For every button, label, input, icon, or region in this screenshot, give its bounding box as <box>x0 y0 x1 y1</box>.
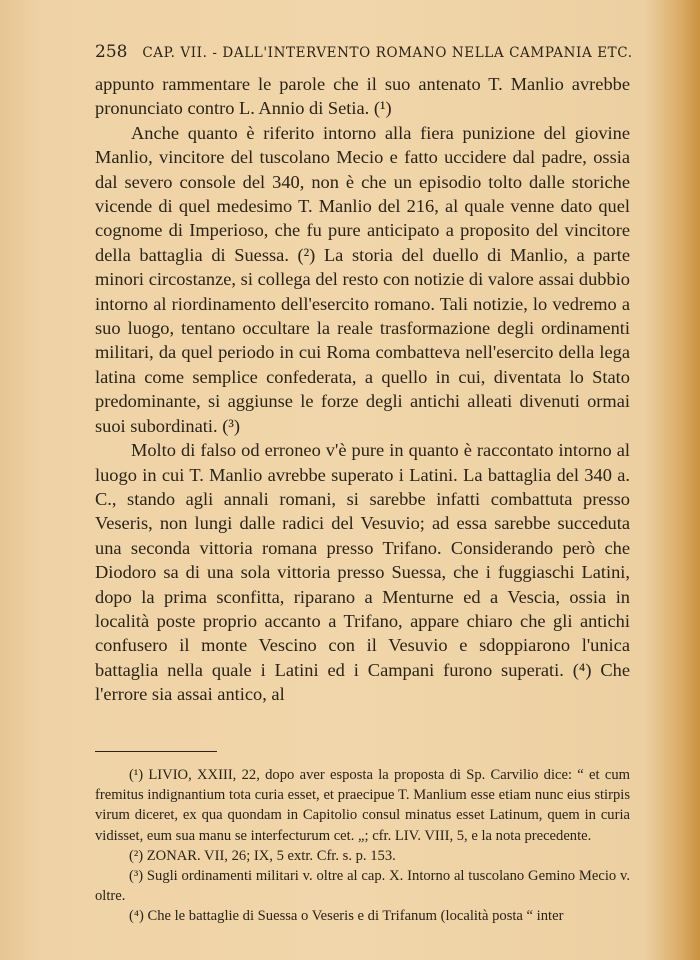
running-title: CAP. VII. - DALL'INTERVENTO ROMANO NELLA CAMPANIA ETC. <box>142 45 633 61</box>
footnote: (¹) LIVIO, XXIII, 22, dopo aver esposta la proposta di Sp. Carvilio dice: “ et cum fremitus indignantium tota curia esset, et praecipue T. Manlium esse etiam nunc eius stirpis virum diceret, ex qua quondam in Capitolio consul minatus esset Latinum, quem in curia vidisset, eum sua manu se interfecturum cet. „; cfr. LIV. VIII, 5, e la nota precedente. <box>95 767 630 844</box>
running-header <box>95 42 655 62</box>
footnote: (⁴) Che le battaglie di Suessa o Veseris e di Trifanum (località posta “ inter <box>129 908 564 925</box>
footnote: (²) ZONAR. VII, 26; IX, 5 extr. Cfr. s. p. 153. <box>129 847 396 864</box>
paragraph: Molto di falso od erroneo v'è pure in quanto è raccontato intorno al luogo in cui T. Manlio avrebbe superato i Latini. La battaglia del 340 a. C., stando agli annali romani, si sarebbe infatti combattuta presso Veseris, non lungi dalle radici del Vesuvio; ad essa sarebbe succeduta una seconda vittoria romana presso Trifano. Considerando però che Diodoro sa di una sola vittoria presso Suessa, che i fuggiaschi Latini, dopo la prima sconfitta, riparano a Menturne ed a Vescia, ossia in località poste proprio accanto a Trifano, appare chiaro che gli antichi confusero il monte Vescino con il Vesuvio e sdoppiarono l'unica battaglia nella quale i Latini ed i Campani furono superati. (⁴) Che l'errore sia assai antico, al <box>95 440 630 705</box>
paragraph: Anche quanto è riferito intorno alla fiera punizione del giovine Manlio, vincitore del tuscolano Mecio e fatto uccidere dal padre, ossia dal severo console del 340, non è che un episodio tolto dalle storiche vicende di quel medesimo T. Manlio del 216, al quale venne dato quel cognome di Imperioso, che fu pure anticipato a proposito del vincitore della battaglia di Suessa. (²) La storia del duello di Manlio, a parte minori circostanze, si collega del resto con notizie di valore assai dubbio intorno al riordinamento dell'esercito romano. Tali notizie, lo vedremo a suo luogo, tentano occultare la reale trasformazione degli ordinamenti militari, da quel periodo in cui Roma combatteva nell'esercito della lega latina come semplice confederata, a quello in cui, diventata lo Stato predominante, si aggiunse le forze degli antichi alleati divenuti ormai suoi subordinati. (³) <box>95 122 630 436</box>
footnote: (³) Sugli ordinamenti militari v. oltre al cap. X. Intorno al tuscolano Gemino Mecio v. oltre. <box>95 868 630 905</box>
page-number: 258 <box>95 42 128 62</box>
footnote-separator <box>95 751 217 752</box>
footnotes <box>95 765 630 927</box>
paragraph: appunto rammentare le parole che il suo antenato T. Manlio avrebbe pronunciato contro L. Annio di Setia. (¹) <box>95 74 630 119</box>
main-text <box>95 72 630 707</box>
